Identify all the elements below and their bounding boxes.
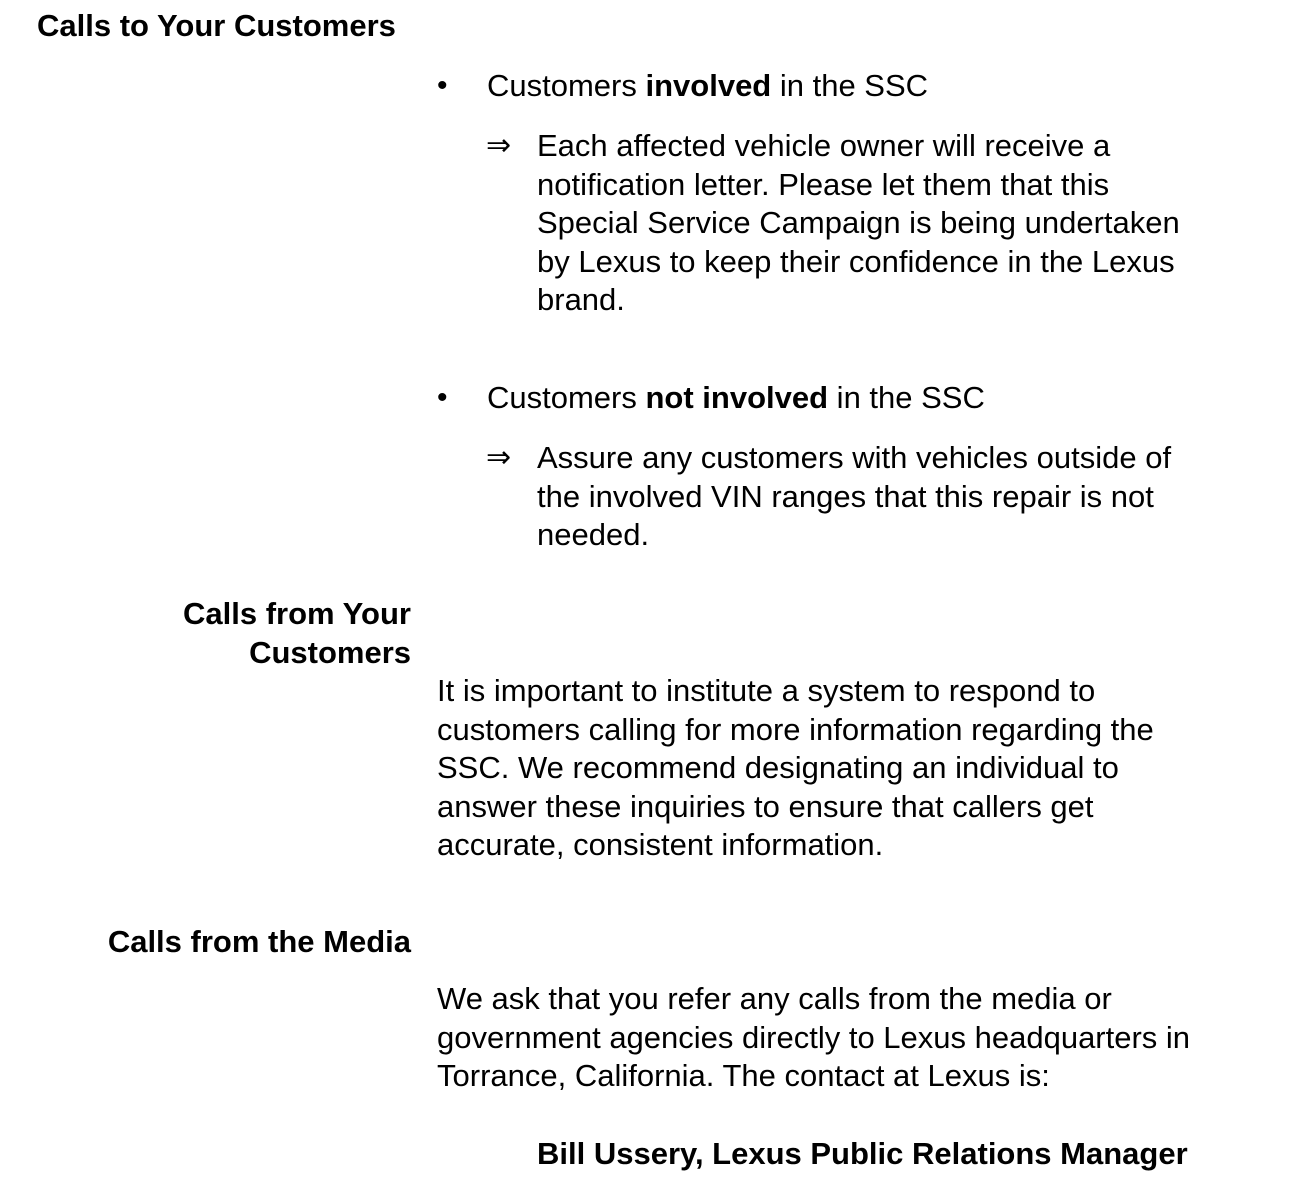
section-heading-calls-to-customers: Calls to Your Customers	[37, 8, 396, 43]
not-involved-customers-detail	[537, 439, 1171, 555]
body-line: SSC. We recommend designating an individual to	[437, 750, 1119, 785]
body-line: It is important to institute a system to respond to	[437, 673, 1096, 708]
bullet-icon: •	[437, 69, 448, 102]
body-line: We ask that you refer any calls from the media or	[437, 981, 1112, 1016]
body-line: government agencies directly to Lexus headquarters in	[437, 1019, 1191, 1055]
bullet-text-post: in the SSC	[828, 380, 985, 415]
calls-from-media-body	[437, 980, 1190, 1096]
heading-line: Calls from Your	[183, 596, 411, 631]
heading-line: Customers	[249, 635, 411, 670]
body-line: answer these inquiries to ensure that callers get	[437, 788, 1094, 824]
bullet-text-pre: Customers	[487, 380, 646, 415]
detail-line: the involved VIN ranges that this repair is not	[537, 478, 1154, 514]
detail-line: needed.	[537, 517, 650, 552]
bullet-text-pre: Customers	[487, 68, 646, 103]
bullet-text-post: in the SSC	[771, 68, 929, 103]
bullet-text-bold: not involved	[645, 380, 829, 415]
body-line: customers calling for more information regarding the	[437, 711, 1154, 747]
detail-line: notification letter. Please let them that this	[537, 166, 1110, 202]
detail-line: by Lexus to keep their confidence in the Lexus	[537, 243, 1175, 279]
detail-line: Each affected vehicle owner will receive a	[537, 128, 1111, 163]
bullet-icon: •	[437, 381, 448, 414]
detail-line: Special Service Campaign is being undertaken	[537, 205, 1180, 240]
arrow-right-icon: ⇒	[486, 441, 512, 474]
detail-line: Assure any customers with vehicles outside of	[537, 440, 1172, 475]
body-line: accurate, consistent information.	[437, 827, 884, 862]
bullet-involved-customers	[487, 67, 928, 106]
media-contact-name: Bill Ussery, Lexus Public Relations Manager	[537, 1136, 1188, 1171]
section-heading-calls-from-media: Calls from the Media	[107, 924, 411, 959]
bullet-text-bold: involved	[645, 68, 772, 103]
calls-from-customers-body	[437, 672, 1154, 865]
involved-customers-detail	[537, 127, 1180, 320]
bullet-not-involved-customers	[487, 379, 985, 418]
body-line: Torrance, California. The contact at Lexus is:	[437, 1058, 1050, 1093]
section-heading-calls-from-customers	[100, 594, 411, 672]
arrow-right-icon: ⇒	[486, 129, 512, 162]
detail-line: brand.	[537, 282, 625, 317]
